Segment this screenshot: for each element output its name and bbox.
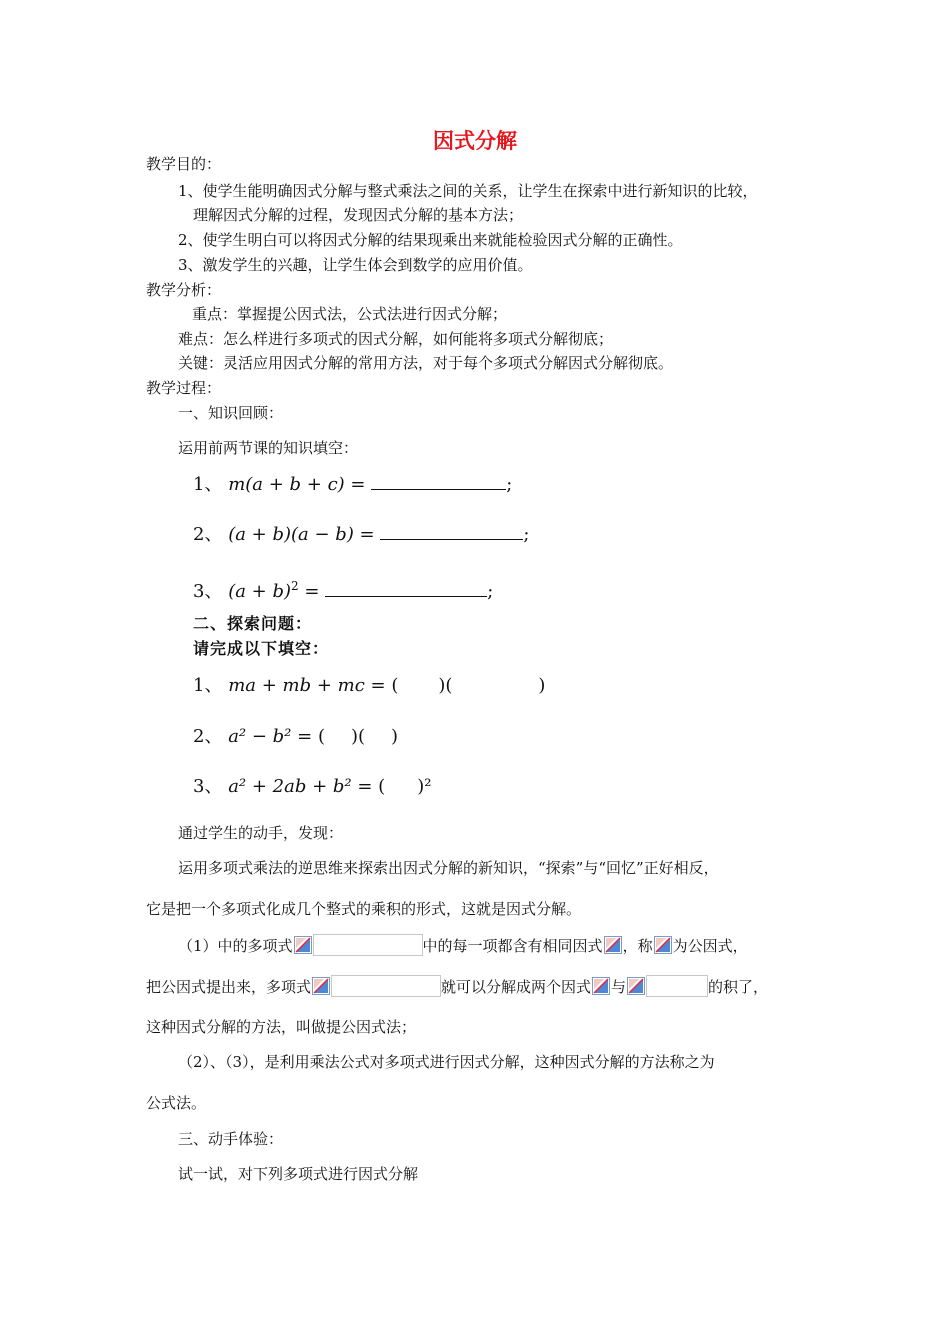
explore-item-lhs: a² − b² = [228,726,313,747]
review-item-2 [193,523,529,547]
discover-line: 通过学生的动手，发现： [178,824,344,842]
para2-text: ，称 [622,937,653,955]
paren-close: ) [391,726,399,747]
explore-item-num: 1、 [193,675,223,696]
broken-image-icon [294,936,312,954]
para1-line-a: 运用多项式乘法的逆思维来探索出因式分解的新知识，“探索”与“回忆”正好相反， [178,859,719,877]
review-item-end: ; [487,581,494,602]
broken-image-icon [592,977,610,995]
hands-on-heading: 三、动手体验： [178,1130,284,1148]
paren-mid: )( [350,726,366,747]
review-item-sup: 2 [291,579,299,593]
explore-item-2 [193,725,398,749]
para2-text: 就可以分解成两个因式 [441,978,592,996]
review-item-expr: (a + b)(a − b) = [228,524,375,545]
formula-field[interactable] [313,934,423,956]
review-item-num: 1、 [193,474,223,495]
explore-item-lhs: ma + mb + mc = [228,675,386,696]
para3-line-b: 公式法。 [146,1094,207,1112]
para2-text: （1）中的多项式 [178,937,293,955]
review-item-expr: (a + b) [228,581,292,602]
review-item-1 [193,473,512,497]
explore-item-1 [193,674,545,698]
formula-field[interactable] [646,975,708,997]
para2-line-b [146,975,768,997]
review-item-end: ; [523,524,530,545]
broken-image-icon [604,936,622,954]
broken-image-icon [627,977,645,995]
review-item-end: ; [506,474,513,495]
review-item-eq: = [298,581,320,602]
explore-item-3 [193,775,431,799]
paren-close: ) [538,675,546,696]
paren-open: ( [378,776,386,797]
goal-item-2: 2、使学生明白可以将因式分解的结果现乘出来就能检验因式分解的正确性。 [178,231,683,249]
para1-line-b: 它是把一个多项式化成几个整式的乘积的形式，这就是因式分解。 [146,900,582,918]
broken-image-icon [654,936,672,954]
fill-intro: 运用前两节课的知识填空： [178,439,359,457]
try-line: 试一试，对下列多项式进行因式分解 [178,1165,419,1183]
explore-heading: 二、探索问题： [193,614,313,633]
analysis-key: 重点：掌握提公因式法，公式法进行因式分解； [192,305,508,323]
review-item-expr: m(a + b + c) = [228,474,366,495]
para2-text: 把公因式提出来，多项式 [146,978,312,996]
goal-item-1b: 理解因式分解的过程，发现因式分解的基本方法； [193,206,524,224]
page-title: 因式分解 [433,128,517,153]
para2-text: 与 [611,978,627,996]
para2-text: 中的每一项都含有相同因式 [422,937,603,955]
broken-image-icon [312,977,330,995]
paren-mid: )( [438,675,453,696]
goal-item-1a: 1、使学生能明确因式分解与整式乘法之间的关系，让学生在探索中进行新知识的比较， [178,182,758,200]
explore-item-num: 3、 [193,776,223,797]
answer-blank[interactable] [371,473,506,490]
review-item-num: 2、 [193,524,223,545]
process-heading: 教学过程： [146,379,222,397]
explore-item-lhs: a² + 2ab + b² = [228,776,373,797]
paren-open: ( [391,675,399,696]
analysis-hard: 难点：怎么样进行多项式的因式分解，如何能将多项式分解彻底； [178,330,614,348]
review-item-3 [193,574,493,604]
formula-field[interactable] [331,975,441,997]
goal-item-3: 3、激发学生的兴趣，让学生体会到数学的应用价值。 [178,256,533,274]
review-heading: 一、知识回顾： [178,404,284,422]
answer-blank[interactable] [380,523,523,540]
para3-line-a: （2）、（3），是利用乘法公式对多项式进行因式分解，这种因式分解的方法称之为 [178,1053,715,1071]
explore-intro: 请完成以下填空： [193,639,330,658]
analysis-crux: 关键：灵活应用因式分解的常用方法，对于每个多项式分解因式分解彻底。 [178,354,674,372]
analysis-heading: 教学分析： [146,281,222,299]
paren-close: )² [417,776,432,797]
para2-text: 为公因式， [672,937,748,955]
paren-open: ( [317,726,325,747]
goals-heading: 教学目的： [146,155,222,173]
answer-blank[interactable] [325,580,487,597]
para2-line-c: 这种因式分解的方法，叫做提公因式法； [146,1018,417,1036]
explore-item-num: 2、 [193,726,223,747]
review-item-num: 3、 [193,581,223,602]
para2-line-a [178,934,748,956]
para2-text: 的积了， [708,978,769,996]
